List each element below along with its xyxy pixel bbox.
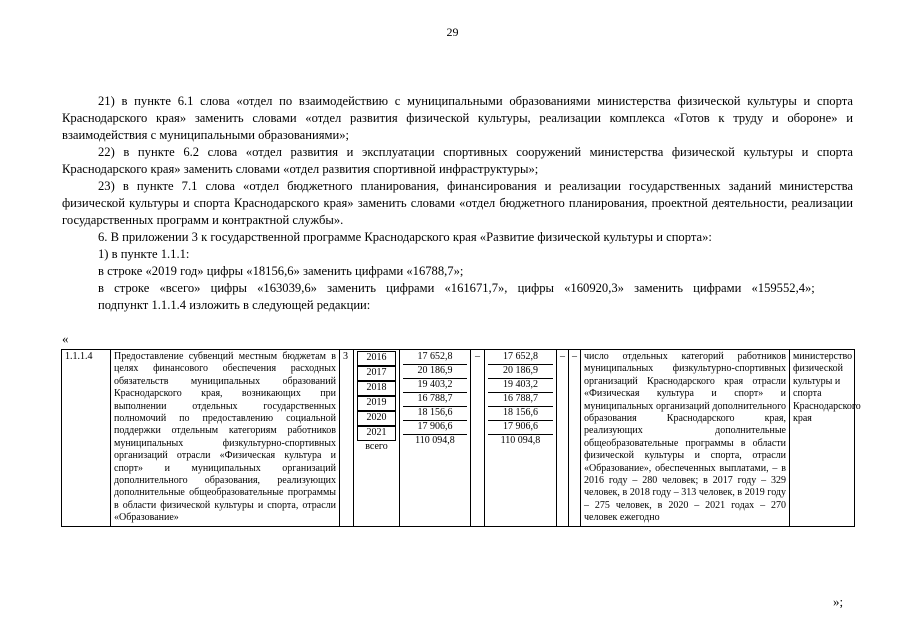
paragraph-total-line: в строке «всего» цифры «163039,6» заменить цифрами «161671,7», цифры «160920,3» заменить цифрами «159552,4»; xyxy=(98,281,815,295)
regional-2020: 18 156,6 xyxy=(488,407,553,421)
total-2019: 16 788,7 xyxy=(403,393,467,407)
other-dash: – xyxy=(569,350,581,527)
responsible-party: министерство физической культуры и спорта Краснодарского края xyxy=(790,350,855,527)
year-2021: 2021 xyxy=(357,426,396,441)
paragraph-21: 21) в пункте 6.1 слова «отдел по взаимодействию с муниципальными образованиями министерства физической культуры и спорта Краснодарского края» заменить словами «отдел развития физической культуры, реализации комплекса «Готов к труду и обороне» и взаимодействия с муниципальными образованиями»; xyxy=(62,94,853,142)
item-number: 1.1.1.4 xyxy=(62,350,111,527)
year-2017: 2017 xyxy=(357,366,396,381)
total-2020: 18 156,6 xyxy=(403,407,467,421)
regional-column xyxy=(485,350,557,527)
paragraph-22: 22) в пункте 6.2 слова «отдел развития и эксплуатации спортивных сооружений министерства физической культуры и спорта Краснодарского края» заменить словами «отдел развития спортивной инфраструктуры»; xyxy=(62,145,853,176)
paragraph-6-1: 1) в пункте 1.1.1: xyxy=(98,247,190,261)
document-body xyxy=(62,93,853,314)
regional-2018: 19 403,2 xyxy=(488,379,553,393)
total-column xyxy=(400,350,471,527)
paragraph-23: 23) в пункте 7.1 слова «отдел бюджетного планирования, финансирования и реализации государственных заданий министерства физической культуры и спорта Краснодарского края» заменить словами «отдел бюджетного планирования, проектной деятельности, реализации государственных программ и контрактной службы». xyxy=(62,179,853,227)
year-total: всего xyxy=(365,441,388,452)
item-status: 3 xyxy=(340,350,354,527)
years-column xyxy=(354,350,400,527)
total-2016: 17 652,8 xyxy=(403,351,467,365)
opening-quote: « xyxy=(62,331,69,346)
regional-2016: 17 652,8 xyxy=(488,351,553,365)
year-2019: 2019 xyxy=(357,396,396,411)
paragraph-subitem: подпункт 1.1.1.4 изложить в следующей редакции: xyxy=(98,298,371,312)
item-description: Предоставление субвенций местным бюджетам в целях финансового обеспечения расходных обязательств муниципальных образований Краснодарского края, возникающих при выполнении отдельных государственных полномочий по предоставлению социальной поддержки отдельным категориям работников муниципальных физкультурно-спортивных организаций отрасли «Физическая культура и спорт» и муниципальных организаций дополнительного образования, реализующих дополнительные общеобразовательные программы в области физической культуры и спорта, отрасли «Образование» xyxy=(111,350,340,527)
closing-quote: »; xyxy=(833,594,844,609)
local-dash: – xyxy=(557,350,569,527)
year-2020: 2020 xyxy=(357,411,396,426)
total-2018: 19 403,2 xyxy=(403,379,467,393)
year-2016: 2016 xyxy=(357,351,396,366)
regional-all: 110 094,8 xyxy=(500,435,541,446)
regional-2019: 16 788,7 xyxy=(488,393,553,407)
page-number: 29 xyxy=(446,25,459,39)
paragraph-2019-line: в строке «2019 год» цифры «18156,6» заменить цифрами «16788,7»; xyxy=(98,264,464,278)
amendment-table xyxy=(61,349,861,527)
total-all: 110 094,8 xyxy=(415,435,455,446)
total-2017: 20 186,9 xyxy=(403,365,467,379)
federal-dash: – xyxy=(471,350,485,527)
paragraph-6: 6. В приложении 3 к государственной программе Краснодарского края «Развитие физической культуры и спорта»: xyxy=(98,230,712,244)
year-2018: 2018 xyxy=(357,381,396,396)
table-row xyxy=(62,350,855,527)
regional-2021: 17 906,6 xyxy=(488,421,553,435)
result-indicator: число отдельных категорий работников муниципальных физкультурно-спортивных организаций Краснодарского края отрасли «Физическая культура и спорт» и муниципальных организаций дополнительного образования Краснодарского края, реализующих дополнительные общеобразовательные программы в области физической культуры и спорта, отрасли «Образование», обеспеченных выплатами, – в 2016 году – 280 человек; в 2017 году – 329 человек, в 2018 году – 313 человек, в 2019 году – 275 человек, в 2020 – 2021 годах – 270 человек ежегодно xyxy=(581,350,790,527)
regional-2017: 20 186,9 xyxy=(488,365,553,379)
total-2021: 17 906,6 xyxy=(403,421,467,435)
